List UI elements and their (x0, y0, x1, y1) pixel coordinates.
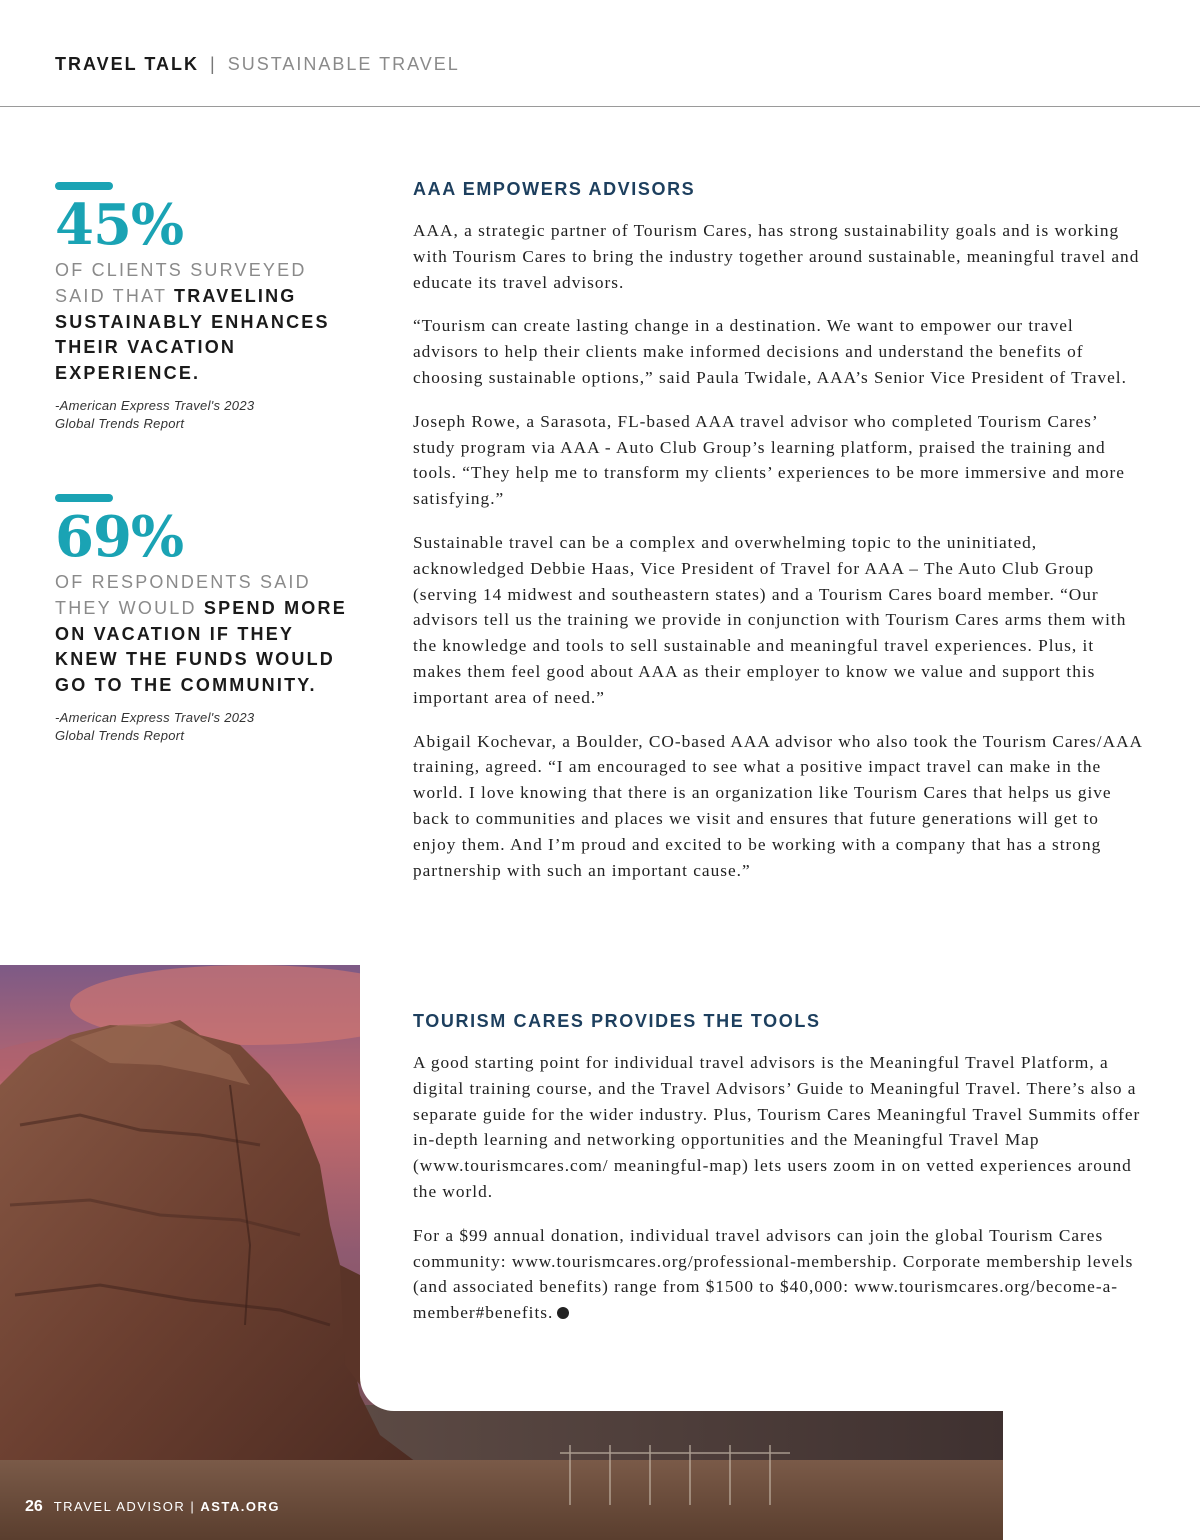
page-number: 26 (25, 1498, 43, 1515)
footer-publication: TRAVEL ADVISOR (53, 1499, 186, 1514)
stat-source: -American Express Travel's 2023 Global Trends Report (55, 709, 255, 743)
stat-description (55, 570, 355, 699)
section-heading: TOURISM CARES PROVIDES THE TOOLS (413, 1011, 821, 1031)
stat-callout-45 (55, 182, 355, 433)
section-heading: AAA EMPOWERS ADVISORS (413, 179, 696, 199)
stat-text-bold: SPEND MORE ON VACATION IF THEY KNEW THE FUNDS WOULD GO TO THE COMMUNITY. (55, 597, 347, 696)
asta-end-mark-icon (557, 1307, 569, 1319)
body-paragraph: Sustainable travel can be a complex and overwhelming topic to the uninitiated, acknowledged Debbie Haas, Vice President of Travel for AAA – The Auto Club Group (serving 14 midwest and southeastern states) and a Tourism Cares board member. “Our advisors tell us the training we provide in conjunction with Tourism Cares arms them with the knowledge and tools to sell sustainable and meaningful travel experiences. Plus, it makes them feel good about AAA as their employer to know we value and support this important area of need.” (413, 532, 1127, 707)
footer-site: ASTA.ORG (200, 1499, 281, 1514)
page-header (0, 0, 1200, 107)
body-paragraph: Joseph Rowe, a Sarasota, FL-based AAA travel advisor who completed Tourism Cares’ study program via AAA - Auto Club Group’s learning platform, praised the training and tools. “They help me to transform my clients’ experiences to be more immersive and more satisfying.” (413, 411, 1125, 509)
header-title (55, 54, 460, 75)
header-section: TRAVEL TALK (55, 54, 199, 74)
body-paragraph-text: For a $99 annual donation, individual travel advisors can join the global Tourism Cares community: www.tourismcares.org/professional-membership. Corporate membership levels (and associated benefits) range from $1500 to $40,000: www.tourismcares.org/become-a-member#benefits. (413, 1225, 1134, 1323)
body-paragraph: A good starting point for individual travel advisors is the Meaningful Travel Platform, a digital training course, and the Travel Advisors’ Guide to Meaningful Travel. There’s also a separate guide for the wider industry. Plus, Tourism Cares Meaningful Travel Summits offer in-depth learning and networking opportunities and the Meaningful Travel Map (www.tourismcares.com/ meaningful-map) lets users zoom in on vetted experiences around the world. (413, 1053, 1141, 1201)
body-paragraph: AAA, a strategic partner of Tourism Cares, has strong sustainability goals and is working with Tourism Cares to bring the industry together around sustainable, meaningful travel and educate its travel advisors. (413, 221, 1140, 292)
body-paragraph: Abigail Kochevar, a Boulder, CO-based AAA advisor who also took the Tourism Cares/AAA training, agreed. “I am encouraged to see what a positive impact travel can make in the world. I love knowing that there is an organization like Tourism Cares that helps us give back to communities and places we visit and ensures that future generations will get to enjoy them. And I’m proud and excited to be working with a company that has a strong partnership with such an important cause.” (413, 731, 1143, 880)
header-separator: | (210, 54, 217, 74)
stat-source: -American Express Travel's 2023 Global Trends Report (55, 397, 255, 431)
stat-number: 45% (55, 192, 184, 258)
stat-callout-69 (55, 494, 355, 745)
stat-accent-bar (55, 182, 113, 190)
stat-description (55, 258, 355, 387)
stat-accent-bar (55, 494, 113, 502)
footer-separator: | (190, 1499, 196, 1514)
header-subsection: SUSTAINABLE TRAVEL (227, 54, 460, 74)
stat-text-light: OF RESPONDENTS SAID THEY WOULD (55, 572, 311, 618)
section-tourism-cares-tools (413, 1011, 1143, 1344)
stat-text-light: OF CLIENTS SURVEYED SAID THAT (55, 260, 307, 306)
section-aaa-empowers-advisors (413, 179, 1143, 901)
body-paragraph: “Tourism can create lasting change in a destination. We want to empower our travel advisors to help their clients make informed decisions and understand the benefits of choosing sustainable options,” said Paula Twidale, AAA’s Senior Vice President of Travel. (413, 316, 1127, 387)
body-paragraph (413, 1223, 1143, 1326)
stat-number: 69% (55, 504, 184, 570)
page-footer (25, 1498, 280, 1516)
page-margin-block (1003, 1411, 1200, 1540)
stat-text-bold: TRAVELING SUSTAINABLY ENHANCES THEIR VACATION EXPERIENCE. (55, 285, 330, 384)
